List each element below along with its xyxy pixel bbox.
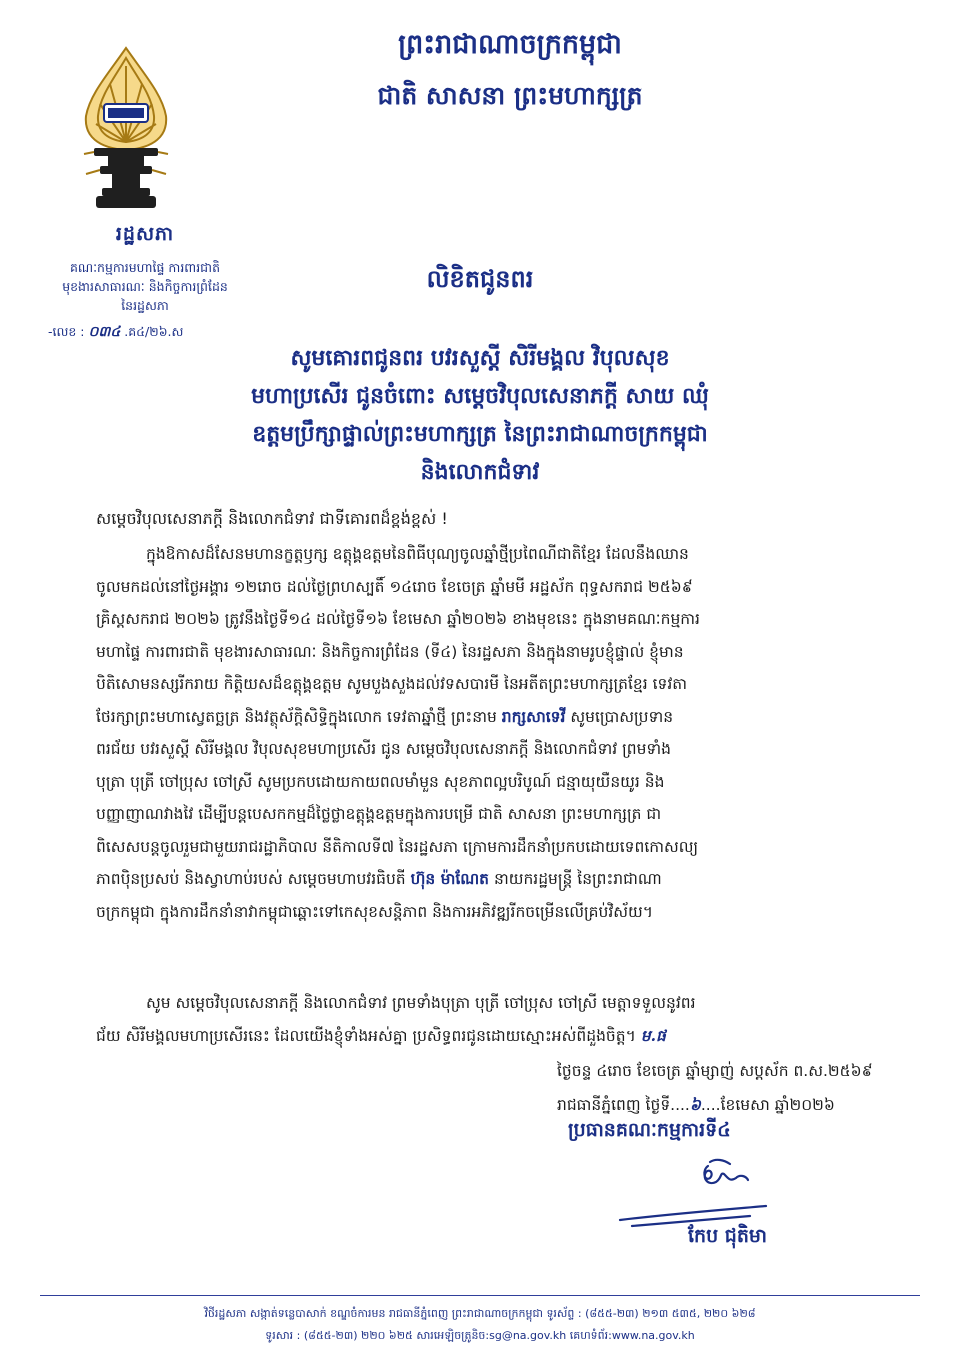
- body-line: [96, 701, 876, 734]
- footer-divider: [40, 1295, 920, 1296]
- national-motto: ជាតិ សាសនា ព្រះមហាក្សត្រ: [377, 81, 643, 110]
- body-line: ចក្រកម្ពុជា ក្នុងការដឹកនាំនាវាកម្ពុជាឆ្ពោះទៅកេសុខសន្តិភាព និងការអភិវឌ្ឍរីកចម្រើនលើគ្រប់វិស័យ។: [96, 902, 653, 921]
- body-text: សូមប្រោសប្រទាន: [565, 707, 674, 726]
- document-type: លិខិតជូនពរ: [426, 265, 534, 293]
- body-line: បញ្ញាញាណវាងវៃ ដើម្បីបន្តបេសកកម្មដ៏ថ្លៃថ្លាឧត្តុង្គឧត្តមក្នុងការបម្រើ ជាតិ សាសនា ព្រះមហាក្សត្រ ជា: [96, 805, 662, 823]
- reference-suffix: .គ៤/២៦.ស: [124, 324, 184, 339]
- body-text: ភាពប៉ិនប្រសប់ និងស្វាហាប់របស់ សម្តេចមហាបវរធិបតី: [96, 870, 406, 888]
- handwritten-initials: ម.ផ: [640, 1025, 666, 1045]
- body-line: [96, 863, 876, 896]
- body-text: នាយករដ្ឋមន្ត្រី នៃព្រះរាជាណា: [489, 870, 662, 888]
- body-line: មហាផ្ទៃ ការពារជាតិ មុខងារសាធារណៈ និងកិច្ចការព្រំដែន (ទី៤) នៃរដ្ឋសភា និងក្នុងនាមរូបខ្ញុំផ្ទាល់ ខ្ញុំមាន: [96, 642, 684, 661]
- heading-line: សូមគោរពជូនពរ បវរសួស្តី សិរីមង្គល វិបុលសុខ: [290, 346, 670, 371]
- committee-line: គណៈកម្មការមហាផ្ទៃ ការពារជាតិ: [70, 260, 220, 275]
- prime-minister-name: ហ៊ុន ម៉ាណែត: [410, 870, 490, 888]
- body-line: សូម សម្តេចវិបុលសេនាភក្តី និងលោកជំទាវ ព្រមទាំងបុត្រា បុត្រី ចៅប្រុស ចៅស្រី មេត្តាទទួលនូវពរ: [146, 994, 696, 1012]
- royal-emblem-icon: [80, 44, 172, 214]
- kingdom-header: [250, 28, 770, 117]
- heading-line: មហាប្រសើរ ជូនចំពោះ សម្តេចវិបុលសេនាភក្តី សាយ ឈុំ: [251, 384, 709, 409]
- letter-heading: [130, 340, 830, 492]
- body-line: បុត្រា បុត្រី ចៅប្រុស ចៅស្រី សូមប្រកបដោយកាយពលមាំមួន សុខភាពល្អបរិបូណ៍ ជន្មាយុយឺនយូរ និង: [96, 772, 665, 791]
- body-line: ពិសេសបន្តចូលរួមជាមួយរាជរដ្ឋាភិបាល នីតិកាលទី៧ នៃរដ្ឋសភា ក្រោមការដឹកនាំប្រកបដោយទេពកោសល្យ: [96, 837, 699, 856]
- date-block: [557, 1055, 873, 1122]
- organization-name: រដ្ឋសភា: [115, 223, 175, 245]
- place-date-prefix: រាជធានីភ្នំពេញ ថ្ងៃទី: [557, 1096, 671, 1114]
- salutation: សម្តេចវិបុលសេនាភក្តី និងលោកជំទាវ ជាទីគោរពដ៏ខ្ពង់ខ្ពស់ !: [96, 509, 448, 528]
- committee-line: មុខងារសាធារណៈ និងកិច្ចការព្រំដែន: [62, 279, 228, 294]
- body-line: ពរជ័យ បវរសួស្តី សិរីមង្គល វិបុលសុខមហាប្រសើរ ជូន សម្តេចវិបុលសេនាភក្តី និងលោកជំទាវ ព្រមទាំង: [96, 740, 672, 758]
- body-line: [96, 1020, 876, 1053]
- letterhead-footer: [80, 1303, 880, 1347]
- committee-line: នៃរដ្ឋសភា: [121, 298, 169, 313]
- footer-address: វិថីរដ្ឋសភា សង្កាត់ទន្លេបាសាក់ ខណ្ឌចំការមន រាជធានីភ្នំពេញ ព្រះរាជាណាចក្រកម្ពុជា ទូរស័ព្ទ : (៨៥៥-២៣) ២១៣ ៥៣៥, ២២០ ៦២៨: [204, 1307, 756, 1320]
- kingdom-title: ព្រះរាជាណាចក្រកម្ពុជា: [398, 29, 622, 60]
- signer-name: កែប ជុតិមា: [688, 1225, 767, 1247]
- body-line: គ្រិស្តសករាជ ២០២៦ ត្រូវនឹងថ្ងៃទី១៤ ដល់ថ្ងៃទី១៦ ខែមេសា ឆ្នាំ២០២៦ ខាងមុខនេះ ក្នុងនាមគណៈកម្មការ: [96, 610, 700, 628]
- reference-prefix: -លេខ :: [48, 324, 85, 339]
- new-year-deity-name: រាក្សសាទេវី: [501, 707, 566, 726]
- heading-line: និងលោកជំទាវ: [420, 460, 540, 485]
- lunar-date: ថ្ងៃចន្ទ ៤រោច ខែចេត្រ ឆ្នាំម្សាញ់ សប្តស័ក ព.ស.២៥៦៩: [557, 1062, 873, 1080]
- body-line: បិតិសោមនស្សរីករាយ កិត្តិយសដ៏ឧត្តុង្គឧត្តម សូមបួងសួងដល់វទសបារមី នៃអតីតព្រះមហាក្សត្រខ្មែរ ទេវតា: [96, 675, 688, 693]
- body-text: ថែរក្សាព្រះមហាស្វេតច្ឆត្រ និងវត្ថុស័ក្តិសិទ្ធិក្នុងលោក ទេវតាឆ្នាំថ្មី ព្រះនាម: [96, 707, 497, 726]
- body-text: ជ័យ សិរីមង្គលមហាប្រសើរនេះ ដែលយើងខ្ញុំទាំងអស់គ្នា ប្រសិទ្ធពរជូនដោយស្មោះអស់ពីដួងចិត្ត។: [96, 1026, 636, 1045]
- signer-title: ប្រធានគណៈកម្មការទី៤: [568, 1119, 731, 1141]
- body-line: ចូលមកដល់នៅថ្ងៃអង្គារ ១២រោច ដល់ថ្ងៃព្រហស្បតិ៍ ១៤រោច ខែចេត្រ ឆ្នាំមមី អដ្ឋស័ក ពុទ្ធសករាជ ២៥៦៩: [96, 577, 693, 596]
- heading-line: ឧត្តមប្រឹក្សាផ្ទាល់ព្រះមហាក្សត្រ នៃព្រះរាជាណាចក្រកម្ពុជា: [252, 422, 708, 447]
- organization-block: [40, 222, 250, 315]
- date-day: ៦: [689, 1095, 701, 1114]
- body-paragraph-1: [96, 538, 876, 928]
- place-date-suffix: ខែមេសា ឆ្នាំ២០២៦: [720, 1096, 835, 1114]
- body-paragraph-2: [96, 987, 876, 1052]
- body-line: ក្នុងឱកាសដ៏សែនមហានក្ខត្តឫក្ស ឧត្តុង្គឧត្តមនៃពិធីបុណ្យចូលឆ្នាំថ្មីប្រពៃណីជាតិខ្មែរ ដែលនឹងឈាន: [146, 545, 689, 563]
- place-and-date: រាជធានីភ្នំពេញ ថ្ងៃទី....៦....ខែមេសា ឆ្នាំ២០២៦: [557, 1095, 835, 1114]
- reference-value: ០៣៤: [88, 324, 121, 340]
- footer-contact: ទូរសារ : (៨៥៥-២៣) ២២០ ៦២៥ សារអេឡិចត្រូនិច:sg@na.gov.kh គេហទំព័រ:www.na.gov.kh: [265, 1329, 695, 1342]
